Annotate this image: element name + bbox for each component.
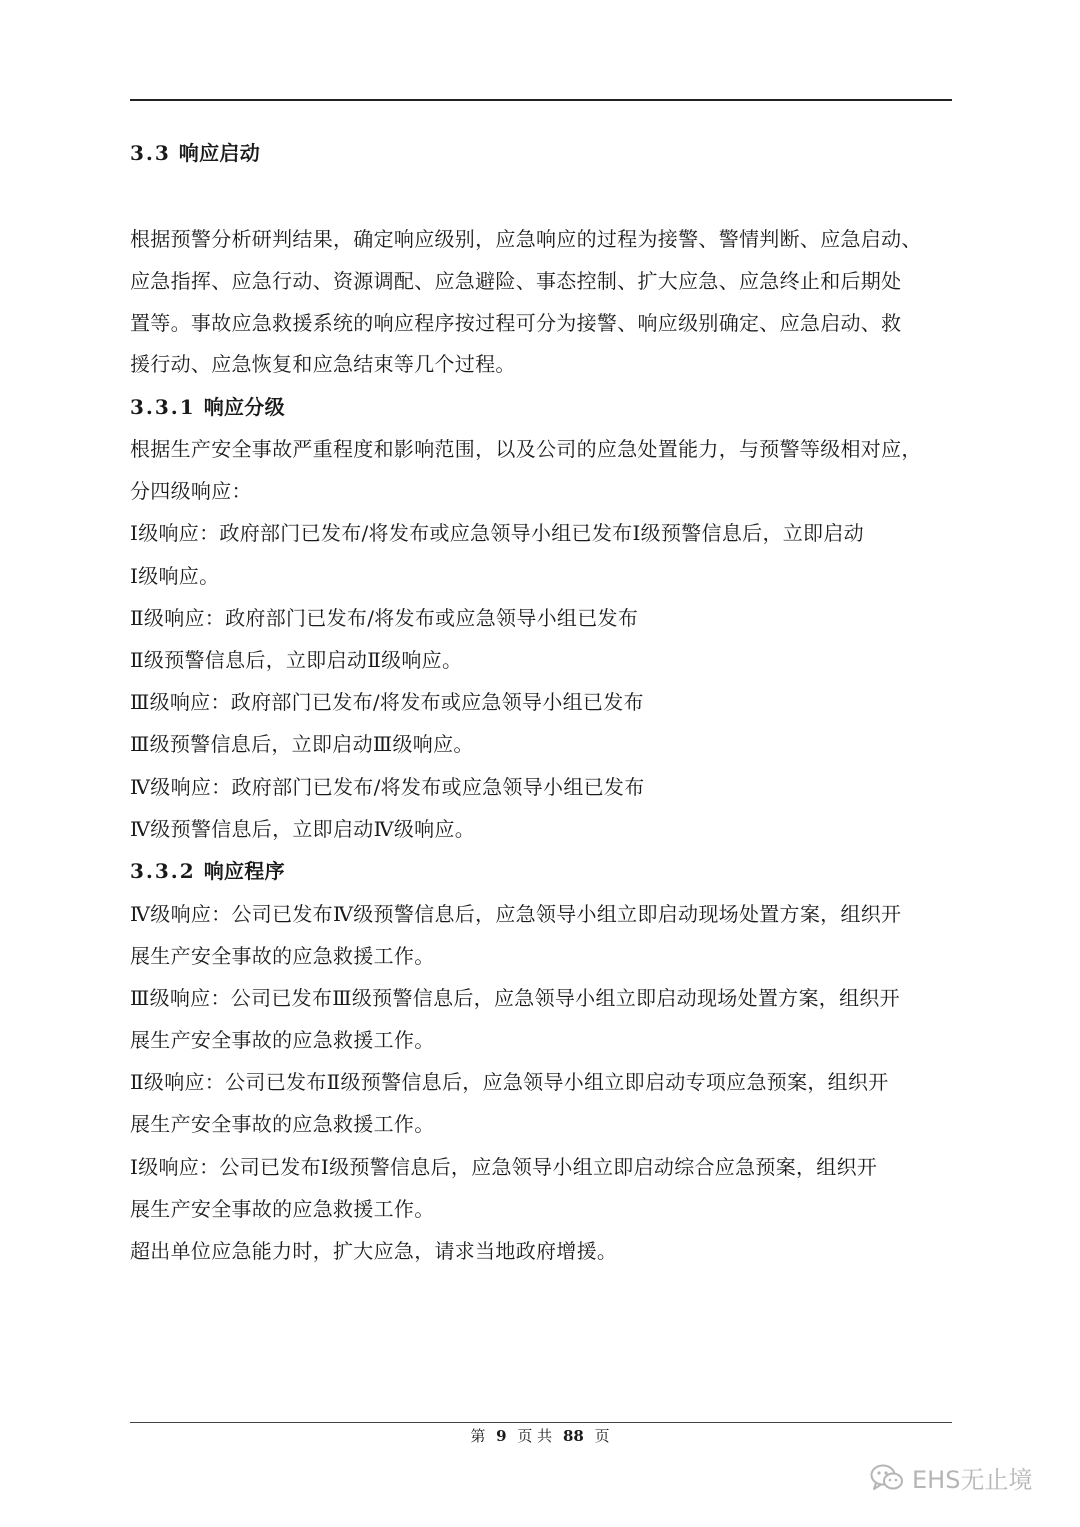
paragraph-line: Ⅳ级预警信息后，立即启动Ⅳ级响应。 bbox=[130, 817, 476, 841]
paragraph-line: 展生产安全事故的应急救援工作。 bbox=[130, 944, 435, 968]
section-heading bbox=[130, 141, 960, 165]
footer-rule bbox=[130, 1422, 952, 1423]
paragraph-line: Ⅱ级预警信息后，立即启动Ⅱ级响应。 bbox=[130, 648, 463, 672]
intro-line: 根据预警分析研判结果，确定响应级别，应急响应的过程为接警、警情判断、应急启动、 bbox=[130, 227, 922, 251]
paragraph-line: 展生产安全事故的应急救援工作。 bbox=[130, 1197, 435, 1221]
paragraph-line: Ⅰ级响应：政府部门已发布/将发布或应急领导小组已发布Ⅰ级预警信息后，立即启动 bbox=[130, 521, 864, 545]
paragraph-line: Ⅱ级响应：政府部门已发布/将发布或应急领导小组已发布 bbox=[130, 606, 639, 630]
paragraph-line: Ⅰ级响应。 bbox=[130, 564, 220, 588]
paragraph-line: Ⅳ级响应：政府部门已发布/将发布或应急领导小组已发布 bbox=[130, 775, 645, 799]
paragraph-line: 超出单位应急能力时，扩大应急，请求当地政府增援。 bbox=[130, 1239, 618, 1263]
header-rule bbox=[130, 99, 952, 101]
subsection-title: 响应分级 bbox=[203, 395, 285, 419]
footer-prefix: 第 bbox=[470, 1427, 486, 1445]
subsection-title: 响应程序 bbox=[203, 859, 285, 883]
paragraph-line: Ⅰ级响应：公司已发布Ⅰ级预警信息后，应急领导小组立即启动综合应急预案，组织开 bbox=[130, 1155, 878, 1179]
paragraph-line: Ⅲ级响应：公司已发布Ⅲ级预警信息后，应急领导小组立即启动现场处置方案，组织开 bbox=[130, 986, 900, 1010]
watermark bbox=[870, 1460, 1032, 1495]
paragraph-line: Ⅱ级响应：公司已发布Ⅱ级预警信息后，应急领导小组立即启动专项应急预案，组织开 bbox=[130, 1070, 889, 1094]
subsection-number: 3.3.2 bbox=[130, 859, 196, 883]
paragraph-line: 分四级响应： bbox=[130, 479, 252, 503]
total-page-number: 88 bbox=[562, 1427, 584, 1445]
wechat-icon bbox=[870, 1464, 904, 1492]
paragraph-line: Ⅲ级预警信息后，立即启动Ⅲ级响应。 bbox=[130, 732, 474, 756]
paragraph-line: Ⅳ级响应：公司已发布Ⅳ级预警信息后，应急领导小组立即启动现场处置方案，组织开 bbox=[130, 902, 902, 926]
footer-suffix: 页 bbox=[594, 1427, 610, 1445]
intro-line: 援行动、应急恢复和应急结束等几个过程。 bbox=[130, 352, 516, 376]
current-page-number: 9 bbox=[496, 1427, 507, 1445]
intro-line: 应急指挥、应急行动、资源调配、应急避险、事态控制、扩大应急、应急终止和后期处 bbox=[130, 269, 902, 293]
subsection-number: 3.3.1 bbox=[130, 395, 196, 419]
paragraph-line: 展生产安全事故的应急救援工作。 bbox=[130, 1028, 435, 1052]
paragraph-line: 根据生产安全事故严重程度和影响范围，以及公司的应急处置能力，与预警等级相对应， bbox=[130, 437, 922, 461]
paragraph-line: 展生产安全事故的应急救援工作。 bbox=[130, 1112, 435, 1136]
watermark-text: EHS无止境 bbox=[912, 1466, 1033, 1494]
paragraph-line: Ⅲ级响应：政府部门已发布/将发布或应急领导小组已发布 bbox=[130, 690, 644, 714]
section-title: 响应启动 bbox=[178, 141, 260, 165]
intro-line: 置等。事故应急救援系统的响应程序按过程可分为接警、响应级别确定、应急启动、救 bbox=[130, 311, 902, 335]
footer-middle: 页 共 bbox=[517, 1427, 553, 1445]
subsection-heading-3-3-1 bbox=[130, 395, 960, 419]
page-footer bbox=[0, 1425, 1080, 1447]
section-number: 3.3 bbox=[130, 141, 171, 165]
subsection-heading-3-3-2 bbox=[130, 859, 960, 883]
